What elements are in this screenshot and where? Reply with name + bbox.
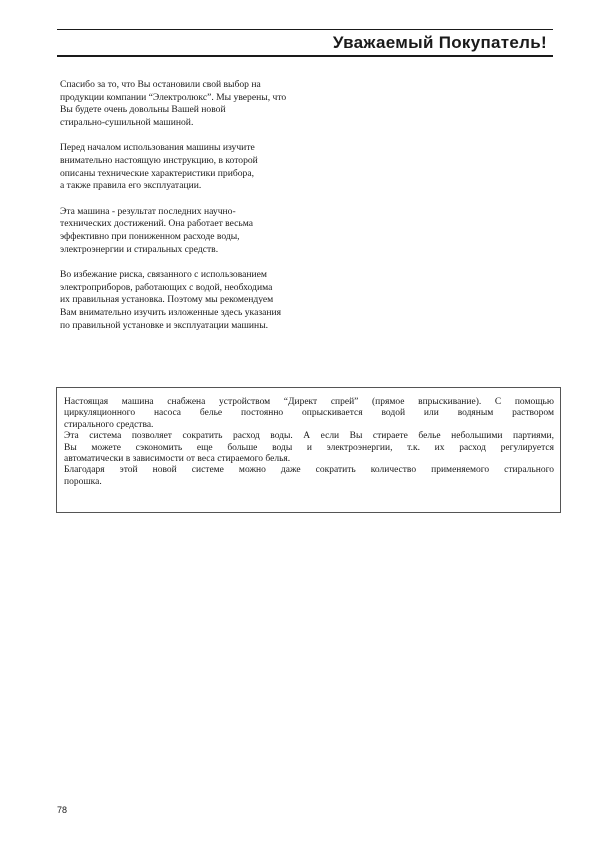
title-bar <box>57 29 553 57</box>
text-line: внимательно настоящую инструкцию, в которой <box>60 154 258 166</box>
text-line: Во избежание риска, связанного с использованием <box>60 269 267 281</box>
intro-paragraph-technology <box>60 206 350 256</box>
notice-line: Эта система позволяет сократить расход воды. А если Вы стираете белье небольшими партиями, <box>64 431 554 442</box>
notice-line: автоматически в зависимости от веса стираемого белья. <box>64 454 291 465</box>
text-line: технических достижений. Она работает весьма <box>60 218 254 230</box>
intro-paragraph-read-manual <box>60 142 350 192</box>
intro-paragraph-safety <box>60 269 350 332</box>
direct-spray-notice-box <box>56 387 561 513</box>
text-line: а также правила его эксплуатации. <box>60 180 202 192</box>
text-line: по правильной установке и эксплуатации машины. <box>60 319 269 331</box>
text-line: Спасибо за то, что Вы остановили свой выбор на <box>60 79 261 90</box>
notice-line: Благодаря этой новой системе можно даже сократить количество применяемого стирального <box>64 465 554 476</box>
notice-line: циркуляционного насоса белье постоянно опрыскивается водой или водяным раствором <box>64 408 554 419</box>
text-line: эффективно при пониженном расходе воды, <box>60 230 240 242</box>
page-number: 78 <box>57 805 68 815</box>
page-title: Уважаемый Покупатель! <box>332 33 547 52</box>
text-line: Эта машина - результат последних научно- <box>60 205 236 217</box>
notice-line: порошка. <box>64 476 102 487</box>
text-line: их правильная установка. Поэтому мы рекомендуем <box>60 294 274 306</box>
notice-line: стирального средства. <box>64 419 154 430</box>
text-line: описаны технические характеристики прибора, <box>60 167 254 179</box>
text-line: Перед началом использования машины изучите <box>60 142 255 154</box>
text-line: электроприборов, работающих с водой, необходима <box>60 281 273 293</box>
text-line: Вы будете очень довольны Вашей новой <box>60 104 226 116</box>
text-line: продукции компании “Электролюкс”. Мы уверены, что <box>60 91 287 103</box>
intro-text <box>60 79 350 345</box>
notice-line: Настоящая машина снабжена устройством “Директ спрей” (прямое впрыскивание). С помощью <box>64 397 554 407</box>
intro-paragraph-thanks <box>60 79 350 129</box>
text-line: стирально-сушильной машиной. <box>60 116 194 128</box>
text-line: электроэнергии и стиральных средств. <box>60 243 219 255</box>
text-line: Вам внимательно изучить изложенные здесь указания <box>60 306 282 318</box>
notice-line: Вы можете сэкономить еще больше воды и электроэнергии, т.к. их расход регулируется <box>64 442 554 453</box>
